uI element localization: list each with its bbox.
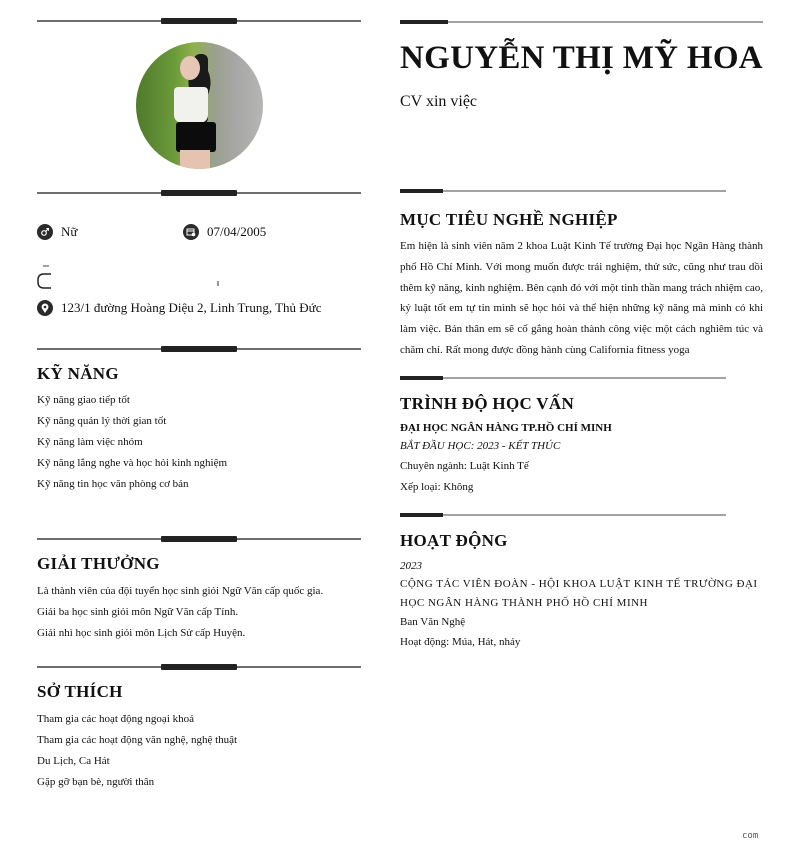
objective-title: MỤC TIÊU NGHỀ NGHIỆP [400, 210, 618, 229]
clipped-contact-fragment [37, 265, 227, 296]
divider-skills [37, 346, 361, 352]
skills-title: KỸ NĂNG [37, 364, 119, 383]
list-item: Tham gia các hoạt động ngoại khoá [37, 713, 195, 725]
skills-list [37, 393, 227, 498]
study-period: BẮT ĐẦU HỌC: 2023 - KẾT THÚC [400, 440, 561, 452]
activities-title: HOẠT ĐỘNG [400, 531, 508, 550]
address-value: 123/1 đường Hoàng Diệu 2, Linh Trung, Thủ Đức [61, 300, 322, 315]
address-row [37, 300, 322, 316]
activity-org-line1: CỘNG TÁC VIÊN ĐOÀN - HỘI KHOA LUẬT KINH TẾ TRƯỜNG ĐẠI [400, 578, 758, 590]
activity-detail: Hoạt động: Múa, Hát, nhảy [400, 636, 521, 648]
awards-list [37, 584, 323, 647]
divider-awards [37, 536, 361, 542]
divider-activities [400, 513, 726, 517]
birthday-row [183, 224, 266, 240]
divider-hobbies [37, 664, 361, 670]
major: Chuyên ngành: Luật Kinh Tế [400, 460, 529, 472]
gender-row [37, 224, 77, 240]
objective-text: Em hiện là sinh viên năm 2 khoa Luật Kinh Tế trường Đại học Ngân Hàng thành phố Hồ Chí Minh. Với mong muốn được trải nghiệm, thử sức, cũng như trau dồi thêm kỹ năng, kinh nghiệm. Bên cạnh đó với một tinh thần mang trách nhiệm cao, kỷ luật tốt em tự tin mình sẽ học hỏi và thể hiện những kỹ năng mà mình có khi làm việc. Bản thân em sẽ cố gắng hoàn thành công việc một cách nghiêm túc và chăm chỉ. Rất mong được đồng hành cùng California fitness yoga [400, 240, 763, 356]
divider-objective [400, 189, 726, 193]
awards-title: GIẢI THƯỞNG [37, 554, 160, 573]
list-item: Kỹ năng làm việc nhóm [37, 436, 143, 448]
cv-subtitle: CV xin việc [400, 93, 478, 110]
hobbies-title: SỞ THÍCH [37, 682, 123, 701]
calendar-icon [183, 224, 199, 240]
candidate-name: NGUYỄN THỊ MỸ HOA [400, 40, 763, 76]
list-item: Du Lịch, Ca Hát [37, 755, 110, 767]
list-item: Kỹ năng giao tiếp tốt [37, 394, 130, 406]
divider-below-avatar [37, 190, 361, 196]
divider-top-right [400, 20, 763, 24]
divider-top-left [37, 18, 361, 24]
birthday-value: 07/04/2005 [207, 224, 267, 239]
school-name: ĐẠI HỌC NGÂN HÀNG TP.HỒ CHÍ MINH [400, 422, 612, 434]
divider-education [400, 376, 726, 380]
list-item: Gặp gỡ bạn bè, người thân [37, 776, 155, 788]
list-item: Kỹ năng lắng nghe và học hỏi kinh nghiệm [37, 457, 228, 469]
list-item: Kỹ năng quản lý thời gian tốt [37, 415, 167, 427]
gender-icon [37, 224, 53, 240]
avatar [136, 42, 263, 169]
gender-value: Nữ [61, 224, 78, 239]
hobbies-list [37, 712, 237, 796]
location-pin-icon [37, 300, 53, 316]
activity-org-line2: HỌC NGÂN HÀNG THÀNH PHỐ HỒ CHÍ MINH [400, 597, 648, 609]
list-item: Kỹ năng tin học văn phòng cơ bản [37, 478, 189, 490]
list-item: Tham gia các hoạt động văn nghệ, nghệ thuật [37, 734, 238, 746]
list-item: Là thành viên của đội tuyển học sinh giỏi Ngữ Văn cấp quốc gia. [37, 585, 324, 597]
list-item: Giải ba học sinh giỏi môn Ngữ Văn cấp Tỉnh. [37, 606, 239, 618]
activity-team: Ban Văn Nghệ [400, 616, 466, 628]
activity-year: 2023 [400, 560, 422, 572]
footer-watermark: com [742, 831, 759, 841]
ranking: Xếp loại: Không [400, 481, 474, 493]
list-item: Giải nhì học sinh giỏi môn Lịch Sử cấp Huyện. [37, 627, 246, 639]
education-title: TRÌNH ĐỘ HỌC VẤN [400, 394, 575, 413]
